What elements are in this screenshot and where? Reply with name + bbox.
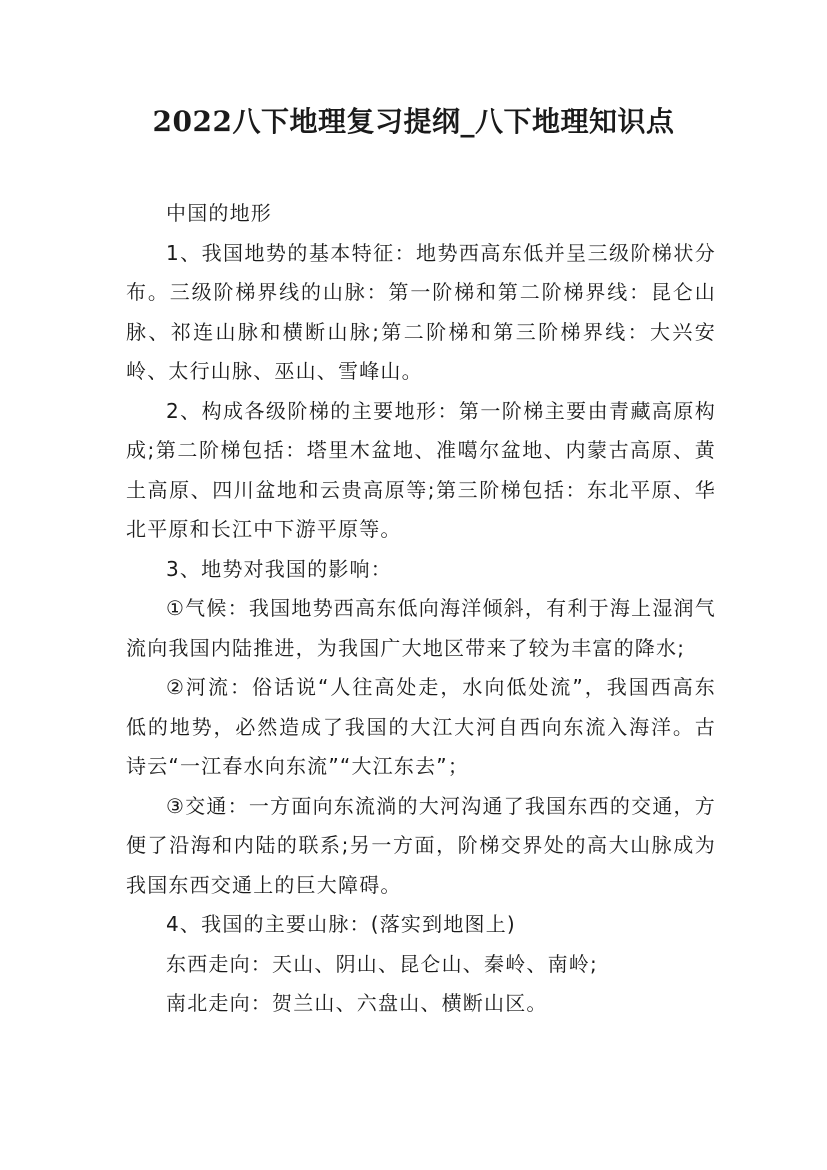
document-body [126,194,716,1024]
paragraph-east-west-mountains: 东西走向：天山、阴山、昆仑山、秦岭、南岭; [166,951,598,976]
paragraph-climate: ①气候：我国地势西高东低向海洋倾斜，有利于海上湿润气流向我国内陆推进，为我国广大地区带来了较为丰富的降水; [126,596,716,660]
paragraph-terrain-influence-heading: 3、地势对我国的影响： [166,556,392,581]
paragraph-terrain-steps: 2、构成各级阶梯的主要地形：第一阶梯主要由青藏高原构成;第二阶梯包括：塔里木盆地、准噶尔盆地、内蒙古高原、黄土高原、四川盆地和云贵高原等;第三阶梯包括：东北平原、华北平原和长江中下游平原等。 [126,398,716,541]
paragraph-mountains-heading: 4、我国的主要山脉：(落实到地图上) [166,912,516,936]
paragraph-transport: ③交通：一方面向东流淌的大河沟通了我国东西的交通，方便了沿海和内陆的联系;另一方面，阶梯交界处的高大山脉成为我国东西交通上的巨大障碍。 [126,793,716,897]
paragraph-north-south-mountains: 南北走向：贺兰山、六盘山、横断山区。 [166,991,548,1015]
document-title: 2022八下地理复习提纲_八下地理知识点 [152,105,675,138]
section-heading: 中国的地形 [166,201,272,225]
paragraph-rivers: ②河流：俗话说“人往高处走，水向低处流”，我国西高东低的地势，必然造成了我国的大江大河自西向东流入海洋。古诗云“一江春水向东流”“大江东去”； [126,675,716,778]
paragraph-terrain-features: 1、我国地势的基本特征：地势西高东低并呈三级阶梯状分布。三级阶梯界线的山脉：第一阶梯和第二阶梯界线：昆仑山脉、祁连山脉和横断山脉;第二阶梯和第三阶梯界线：大兴安岭、太行山脉、巫山、雪峰山。 [126,240,716,383]
